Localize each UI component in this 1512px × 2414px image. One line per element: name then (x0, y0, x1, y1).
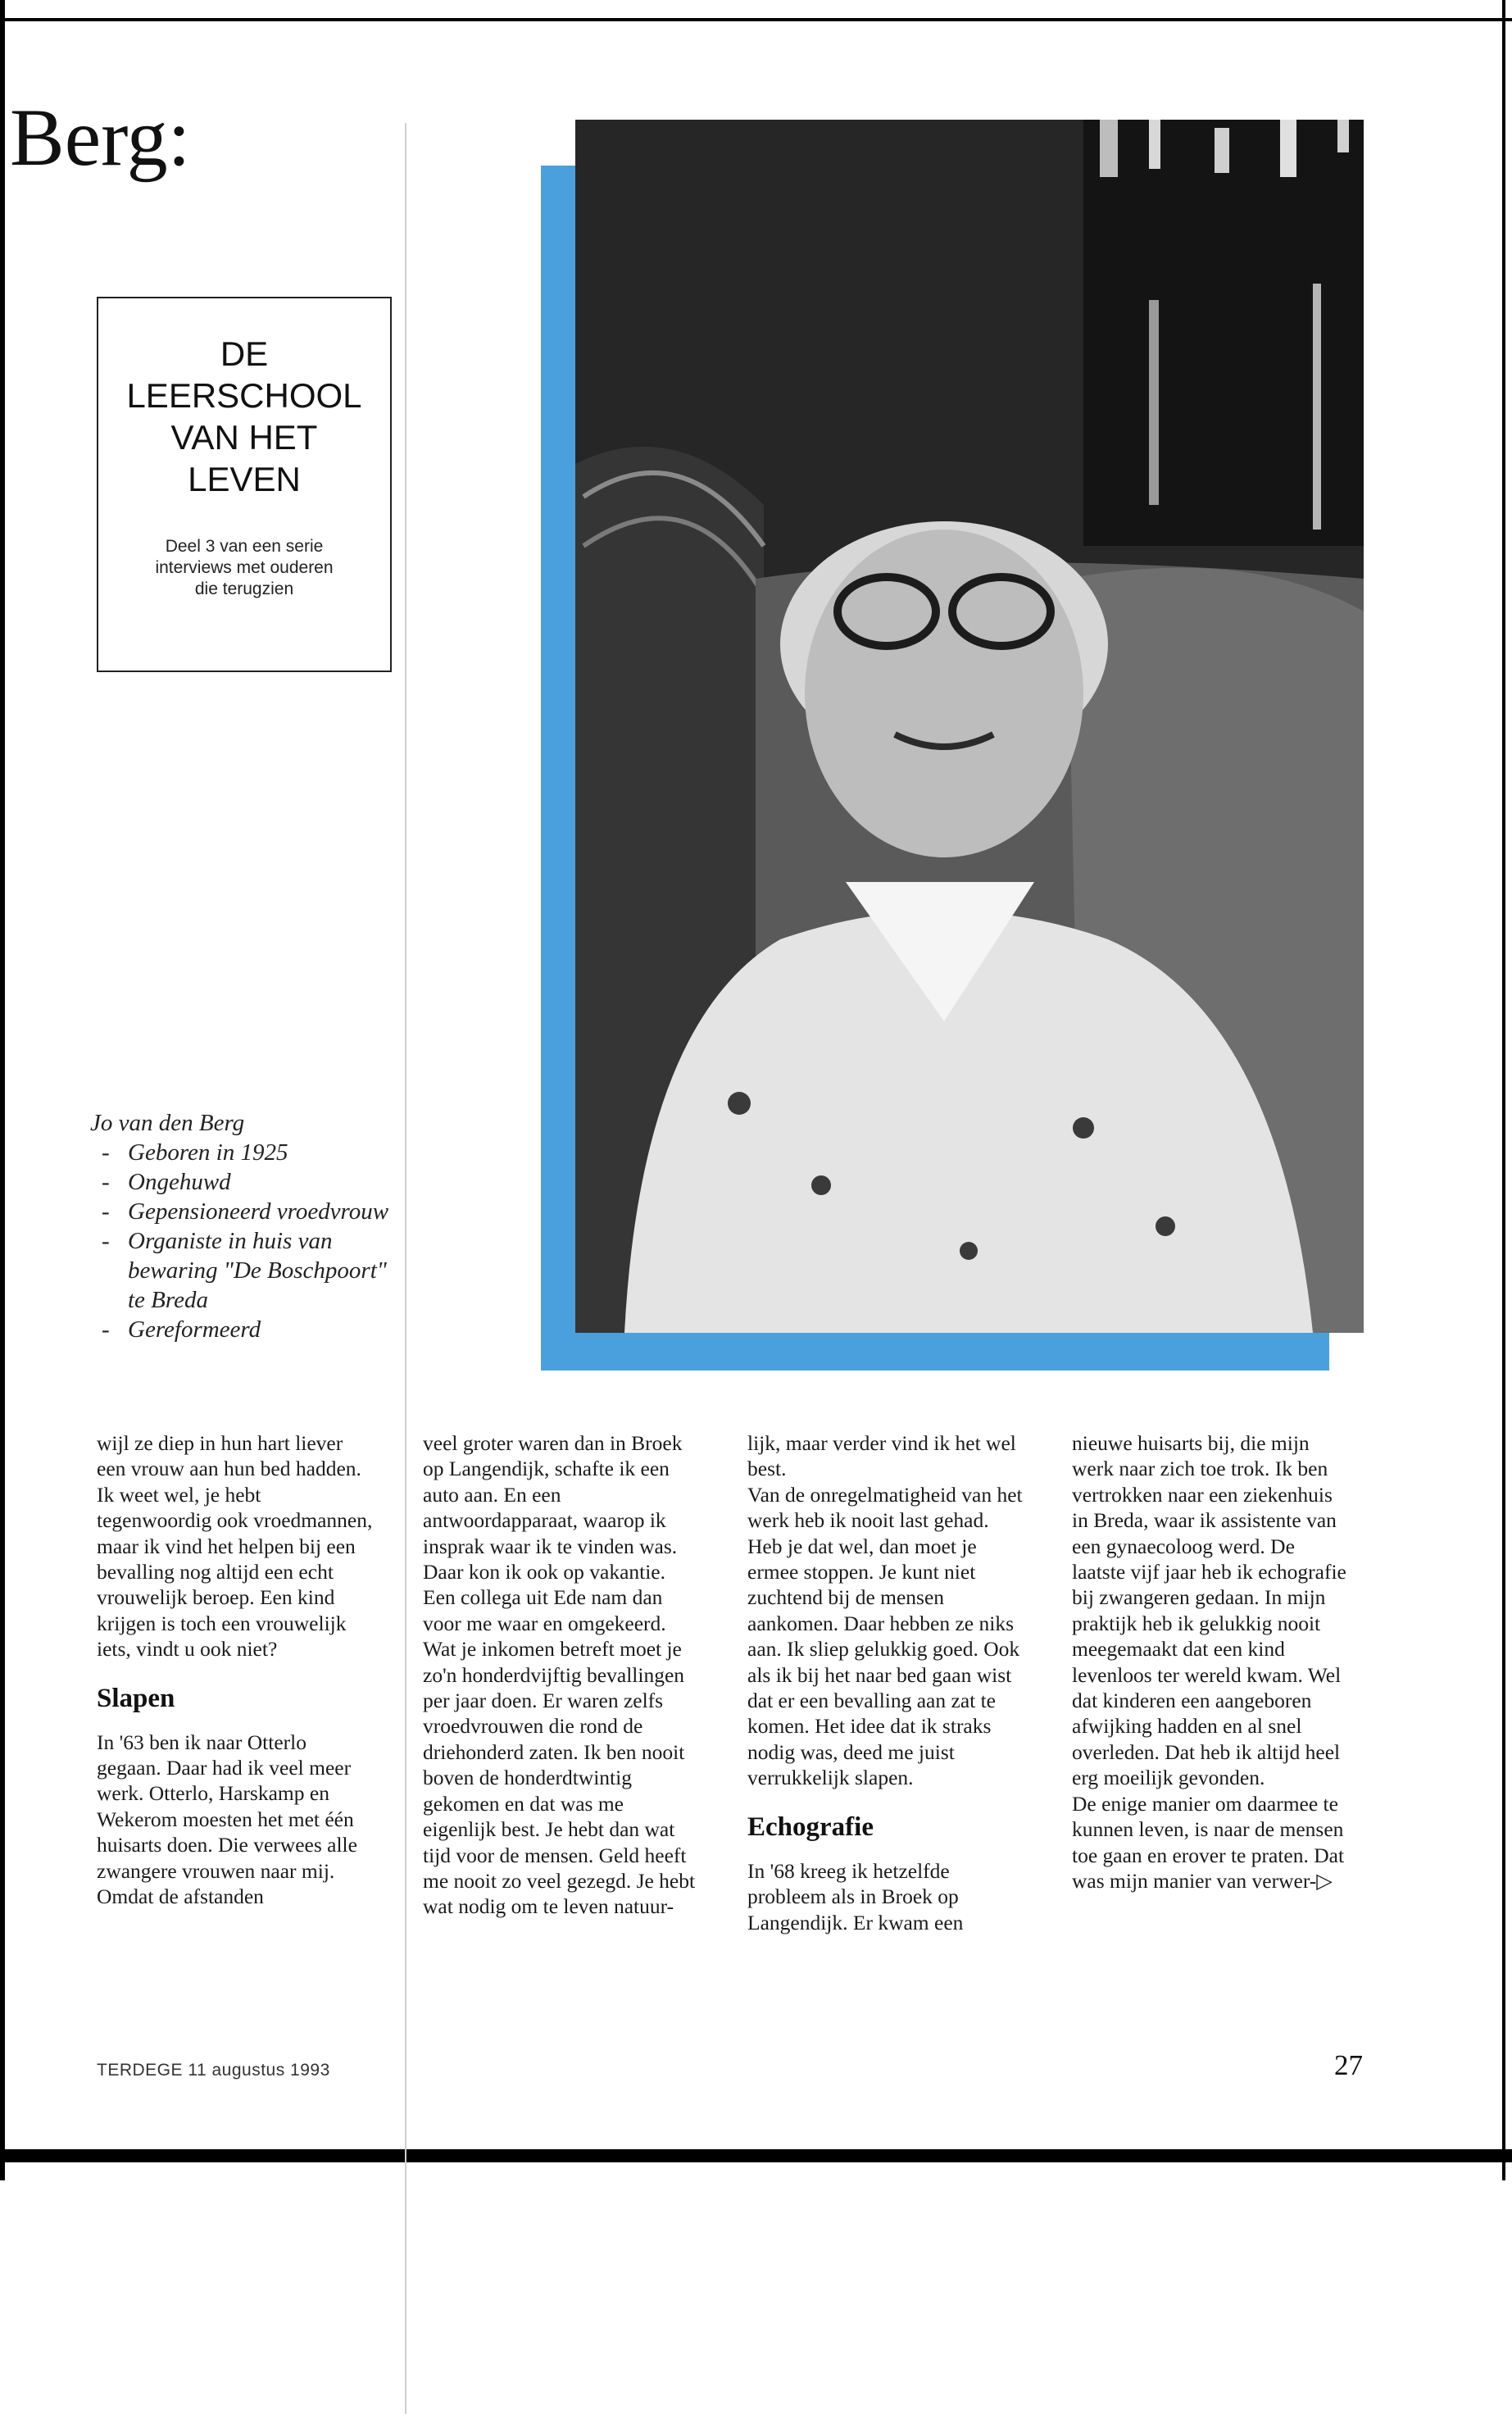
column-divider (405, 123, 406, 2414)
bio-item: - Gepensioneerd vroedvrouw (90, 1197, 393, 1226)
series-subtitle (118, 536, 370, 600)
bio-item: - Ongehuwd (90, 1167, 393, 1197)
series-heading-line: LEVEN (188, 460, 301, 498)
bio-item: - Geboren in 1925 (90, 1138, 393, 1167)
series-subtitle-line: Deel 3 van een serie (165, 537, 324, 556)
section-heading-slapen: Slapen (97, 1683, 175, 1713)
page-frame-right (1502, 0, 1505, 2180)
series-heading (98, 333, 390, 500)
article-column-4 (1072, 1430, 1351, 1893)
article-paragraph: In '63 ben ik naar Otterlo gegaan. Daar had ik veel meer werk. Otterlo, Harskamp en Wekerom moesten het met één huisarts doen. Die verwees alle zwangere vrouwen naar mij. Omdat de afstanden (97, 1730, 357, 1909)
article-column-2 (423, 1430, 702, 1920)
series-subtitle-line: die terugzien (194, 580, 294, 598)
article-paragraph: Van de onregelmatigheid van het werk heb ik nooit last gehad. Heb je dat wel, dan moet je ermee stoppen. Je kunt niet zuchtend bij de mensen aankomen. Daar hebben ze niks aan. Ik sliep gelukkig goed. Ook als ik bij het naar bed gaan wist dat er een bevalling aan zat te komen. Het idee dat ik straks nodig was, deed me juist verrukkelijk slapen. (747, 1482, 1023, 1790)
series-heading-line: DE (220, 334, 269, 373)
bio-block (90, 1108, 393, 1344)
page-number: 27 (1334, 2049, 1363, 2081)
series-heading-line: LEERSCHOOL (126, 376, 362, 415)
section-heading-echografie: Echografie (747, 1812, 874, 1842)
page-frame-bottom (0, 2149, 1512, 2162)
article-paragraph: nieuwe huisarts bij, die mijn werk naar zich toe trok. Ik ben vertrokken naar een ziekenhuis in Breda, waar ik assistente van een gynaecoloog werd. De laatste vijf jaar heb ik echografie bij zwangeren gedaan. In mijn praktijk heb ik gelukkig nooit meegemaakt dat een kind levenloos ter wereld kwam. Wel dat kinderen een aangeboren afwijking hadden en al snel overleden. Dat heb ik altijd heel erg moeilijk gevonden. (1072, 1431, 1346, 1790)
page-frame-top (0, 0, 1512, 21)
portrait-photo (575, 120, 1364, 1333)
series-box (97, 297, 392, 672)
portrait-photo-illustration (575, 120, 1364, 1333)
article-paragraph: veel groter waren dan in Broek op Langendijk, schafte ik een auto aan. En een antwoordapparaat, waarop ik insprak waar ik te vinden was. Daar kon ik ook op vakantie. Een collega uit Ede nam dan voor me waar en omgekeerd. Wat je inkomen betreft moet je zo'n honderdvijftig bevallingen per jaar doen. Er waren zelfs vroedvrouwen die rond de driehonderd zaten. Ik ben nooit boven de honderdtwintig gekomen en dat was me eigenlijk best. Je hebt dan wat tijd voor de mensen. Geld heeft me nooit zo veel gezegd. Je hebt wat nodig om te leven natuur- (423, 1431, 696, 1919)
article-paragraph: In '68 kreeg ik hetzelfde probleem als in Broek op Langendijk. Er kwam een (747, 1858, 964, 1934)
series-heading-line: VAN HET (170, 418, 318, 457)
bio-name: Jo van den Berg (90, 1110, 245, 1136)
article-paragraph: De enige manier om daarmee te kunnen leven, is naar de mensen toe gaan en erover te praten. Dat was mijn manier van verwer-▷ (1072, 1791, 1345, 1893)
page-frame-left (0, 0, 5, 2180)
series-subtitle-line: interviews met ouderen (155, 558, 334, 577)
bio-list (90, 1138, 393, 1344)
article-paragraph: wijl ze diep in hun hart liever een vrouw aan hun bed hadden. Ik weet wel, je hebt tegenwoordig ook vroedmannen, maar ik vind het helpen bij een bevalling nog altijd een echt vrouwelijk beroep. Een kind krijgen is toch een vrouwelijk iets, vindt u ook niet? (97, 1431, 373, 1662)
page-title: Berg: (10, 92, 191, 183)
article-column-3 (747, 1430, 1026, 1935)
footer-magazine: TERDEGE 11 augustus 1993 (97, 2061, 330, 2080)
article-paragraph: lijk, maar verder vind ik het wel best. (747, 1431, 1016, 1481)
bio-item: - Organiste in huis van bewaring "De Boschpoort" te Breda (90, 1226, 393, 1315)
article-column-1 (97, 1430, 375, 1910)
bio-item: - Gereformeerd (90, 1315, 393, 1344)
